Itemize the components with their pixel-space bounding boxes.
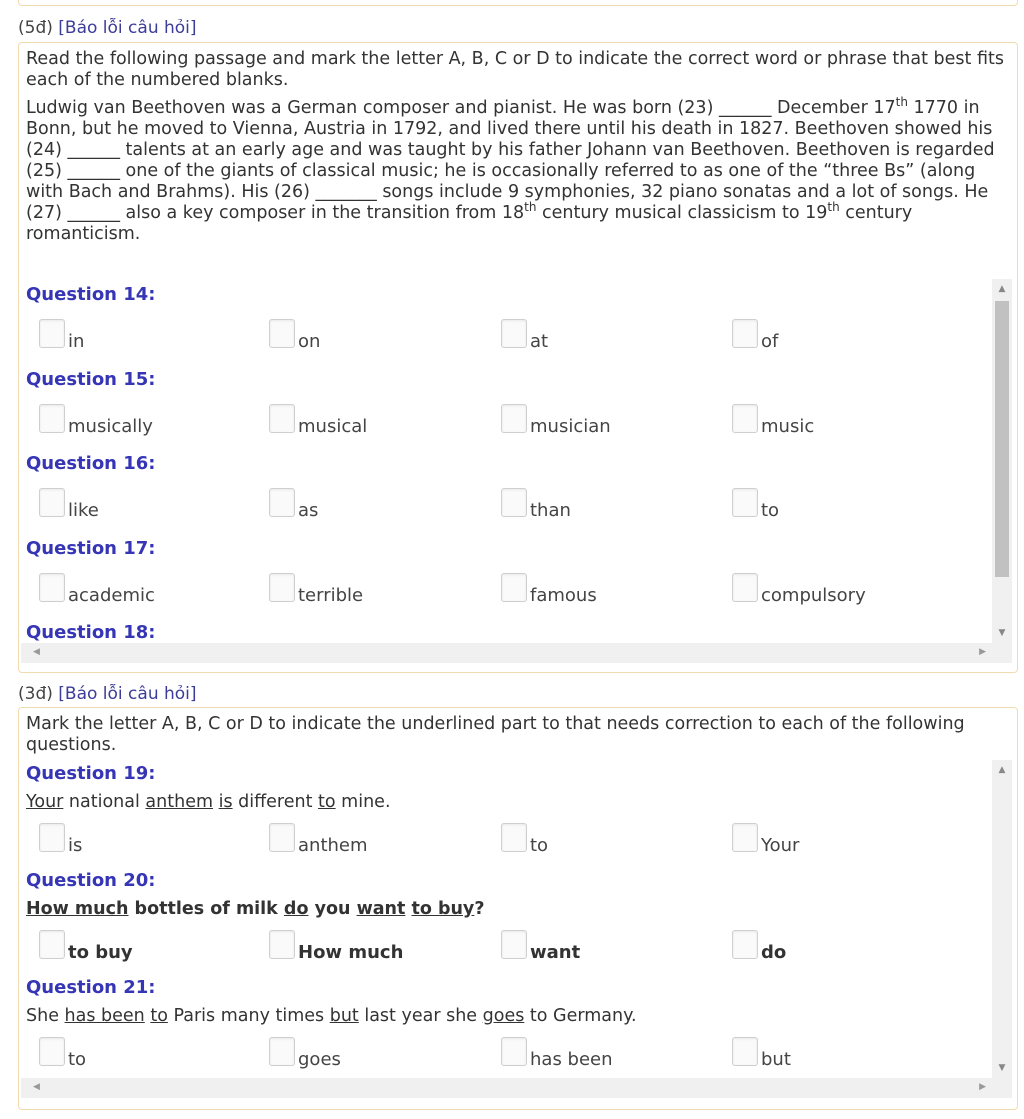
option-a[interactable]: is — [39, 823, 82, 857]
questions-scroll-area[interactable] — [21, 279, 1012, 643]
checkbox[interactable] — [501, 823, 527, 852]
checkbox[interactable] — [501, 573, 527, 602]
instruction: Mark the letter A, B, C or D to indicate the underlined part to that needs correction to each of the following questions. — [26, 714, 965, 755]
scrollbar-thumb[interactable] — [995, 301, 1009, 577]
checkbox[interactable] — [732, 319, 758, 348]
question-label: Question 21: — [26, 977, 156, 998]
checkbox[interactable] — [269, 404, 295, 433]
checkbox[interactable] — [39, 930, 65, 959]
scroll-up-arrow-icon[interactable]: ▲ — [998, 765, 1006, 775]
question-label: Question 20: — [26, 870, 156, 891]
report-error-link[interactable]: [Báo lỗi câu hỏi] — [58, 684, 197, 704]
checkbox[interactable] — [39, 823, 65, 852]
question-label: Question 19: — [26, 763, 156, 784]
option-c[interactable]: than — [501, 488, 571, 522]
checkbox[interactable] — [39, 573, 65, 602]
option-c[interactable]: at — [501, 319, 548, 353]
question-sentence: She has been to Paris many times but last year she goes to Germany. — [26, 1006, 637, 1026]
checkbox[interactable] — [732, 404, 758, 433]
option-a[interactable]: to — [39, 1037, 86, 1071]
section-header — [18, 18, 197, 38]
option-d[interactable]: of — [732, 319, 778, 353]
option-c[interactable]: want — [501, 930, 580, 964]
option-d[interactable]: music — [732, 404, 814, 438]
checkbox[interactable] — [39, 404, 65, 433]
checkbox[interactable] — [501, 319, 527, 348]
checkbox[interactable] — [269, 319, 295, 348]
option-b[interactable]: musical — [269, 404, 367, 438]
question-card-passage — [18, 42, 1018, 673]
option-a[interactable]: in — [39, 319, 84, 353]
option-a[interactable]: musically — [39, 404, 153, 438]
checkbox[interactable] — [39, 488, 65, 517]
points: (3đ) — [18, 684, 53, 704]
passage-block — [26, 49, 1005, 245]
checkbox[interactable] — [269, 930, 295, 959]
checkbox[interactable] — [501, 1037, 527, 1066]
question-label: Question 14: — [26, 284, 156, 305]
option-b[interactable]: terrible — [269, 573, 363, 607]
checkbox[interactable] — [732, 1037, 758, 1066]
report-error-link[interactable]: [Báo lỗi câu hỏi] — [58, 18, 197, 38]
option-a[interactable]: like — [39, 488, 99, 522]
option-c[interactable]: musician — [501, 404, 611, 438]
question-label: Question 18: — [26, 622, 156, 643]
checkbox[interactable] — [269, 573, 295, 602]
scroll-right-arrow-icon[interactable]: ▶ — [979, 647, 986, 657]
option-c[interactable]: has been — [501, 1037, 613, 1071]
option-d[interactable]: but — [732, 1037, 791, 1071]
question-label: Question 15: — [26, 369, 156, 390]
scroll-right-arrow-icon[interactable]: ▶ — [979, 1082, 986, 1092]
section-header — [18, 684, 197, 704]
checkbox[interactable] — [732, 573, 758, 602]
previous-card-edge — [18, 0, 1018, 6]
scroll-up-arrow-icon[interactable]: ▲ — [998, 284, 1006, 294]
checkbox[interactable] — [732, 823, 758, 852]
instruction: Read the following passage and mark the letter A, B, C or D to indicate the correct word or phrase that best fits each of the numbered blanks. — [26, 49, 1004, 90]
checkbox[interactable] — [269, 1037, 295, 1066]
option-d[interactable]: Your — [732, 823, 799, 857]
question-sentence: How much bottles of milk do you want to buy? — [26, 899, 485, 919]
scroll-left-arrow-icon[interactable]: ◀ — [33, 1082, 40, 1092]
question-sentence: Your national anthem is different to mine. — [26, 792, 391, 812]
checkbox[interactable] — [39, 319, 65, 348]
checkbox[interactable] — [269, 488, 295, 517]
scrollbar-corner — [992, 643, 1012, 663]
scroll-left-arrow-icon[interactable]: ◀ — [33, 647, 40, 657]
checkbox[interactable] — [732, 488, 758, 517]
option-b[interactable]: anthem — [269, 823, 368, 857]
question-label: Question 17: — [26, 538, 156, 559]
horizontal-scrollbar[interactable] — [21, 1078, 992, 1098]
option-c[interactable]: famous — [501, 573, 597, 607]
checkbox[interactable] — [501, 488, 527, 517]
scroll-down-arrow-icon[interactable]: ▼ — [998, 628, 1006, 638]
option-b[interactable]: How much — [269, 930, 403, 964]
vertical-scrollbar[interactable] — [992, 760, 1012, 1078]
questions-scroll-area[interactable] — [21, 760, 1012, 1078]
checkbox[interactable] — [501, 930, 527, 959]
option-d[interactable]: to — [732, 488, 779, 522]
option-c[interactable]: to — [501, 823, 548, 857]
points: (5đ) — [18, 18, 53, 38]
instruction-block — [26, 714, 1005, 756]
checkbox[interactable] — [501, 404, 527, 433]
checkbox[interactable] — [39, 1037, 65, 1066]
option-b[interactable]: on — [269, 319, 320, 353]
checkbox[interactable] — [269, 823, 295, 852]
scrollbar-corner — [992, 1078, 1012, 1098]
passage-text: Ludwig van Beethoven was a German composer and pianist. He was born (23) ______ December 17th 1770 in Bonn, but he moved to Vienna, Austria in 1792, and lived there until his death in 1827. Beethoven showed his (24) ______ talents at an early age and was taught by his father Johann van Beethoven. Beethoven is regarded (25) ______ one of the giants of classical music; he is occasionally referred to as one of the “three Bs” (along with Bach and Brahms). His (26) _______ songs include 9 symphonies, 32 piano sonatas and a lot of songs. He (27) ______ also a key composer in the transition from 18th century musical classicism to 19th century romanticism. — [26, 95, 995, 244]
option-b[interactable]: goes — [269, 1037, 341, 1071]
option-a[interactable]: academic — [39, 573, 155, 607]
question-label: Question 16: — [26, 453, 156, 474]
option-d[interactable]: do — [732, 930, 786, 964]
vertical-scrollbar[interactable] — [992, 279, 1012, 643]
option-a[interactable]: to buy — [39, 930, 133, 964]
horizontal-scrollbar[interactable] — [21, 643, 992, 663]
checkbox[interactable] — [732, 930, 758, 959]
option-d[interactable]: compulsory — [732, 573, 866, 607]
option-b[interactable]: as — [269, 488, 318, 522]
question-card-error-identification — [18, 707, 1018, 1110]
scroll-down-arrow-icon[interactable]: ▼ — [998, 1063, 1006, 1073]
